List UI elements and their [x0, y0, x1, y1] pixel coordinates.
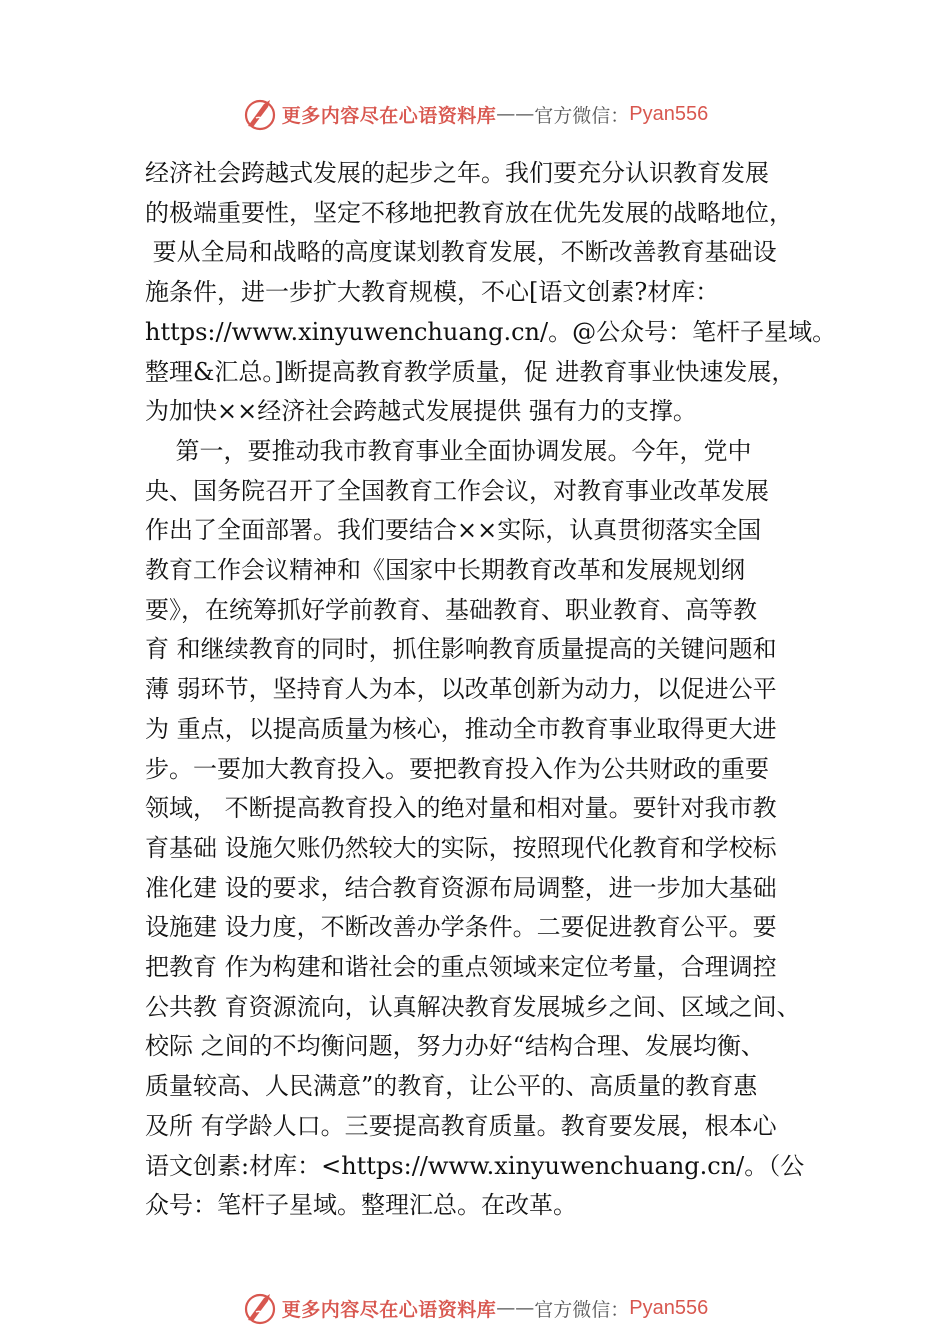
body-line: 领域， 不断提高教育投入的绝对量和相对量。要针对我市教: [145, 794, 777, 823]
body-line: https://www.xinyuwenchuang.cn/。@公众号：笔杆子星域。: [145, 317, 837, 346]
body-line: 设施建 设力度，不断改善办学条件。二要促进教育公平。要: [145, 913, 777, 942]
body-line: 作出了全面部署。我们要结合××实际，认真贯彻落实全国: [145, 516, 762, 545]
body-line: 为加快××经济社会跨越式发展提供 强有力的支撑。: [145, 397, 697, 426]
body-line: 育 和继续教育的同时，抓住影响教育质量提高的关键问题和: [145, 635, 777, 664]
header-brand-text: 更多内容尽在心语资料库: [281, 104, 497, 127]
body-line: 把教育 作为构建和谐社会的重点领域来定位考量，合理调控: [145, 953, 777, 982]
header-wechat-id: Pyan556: [629, 102, 709, 125]
footer-separator: ——: [496, 1297, 535, 1319]
body-line: 校际 之间的不均衡问题，努力办好“结构合理、发展均衡、: [145, 1032, 765, 1061]
body-line: 育基础 设施欠账仍然较大的实际，按照现代化教育和学校标: [145, 833, 777, 862]
body-line: 步。一要加大教育投入。要把教育投入作为公共财政的重要: [145, 754, 769, 783]
body-line: 要从全局和战略的高度谋划教育发展，不断改善教育基础设: [145, 238, 777, 267]
document-body: [145, 154, 845, 1226]
body-line: 公共教 育资源流向，认真解决教育发展城乡之间、区域之间、: [145, 992, 801, 1021]
body-line: 经济社会跨越式发展的起步之年。我们要充分认识教育发展: [145, 159, 769, 187]
body-line: 第一，要推动我市教育事业全面协调发展。今年，党中: [145, 436, 752, 465]
pen-logo-icon: [242, 1290, 278, 1326]
footer-wechat-id: Pyan556: [629, 1296, 709, 1319]
body-line: 施条件，进一步扩大教育规模，不心[语文创素?材库：: [145, 278, 720, 307]
body-line: 教育工作会议精神和《国家中长期教育改革和发展规划纲: [145, 556, 745, 585]
body-line: 央、国务院召开了全国教育工作会议，对教育事业改革发展: [145, 476, 769, 505]
header-separator: ——: [496, 103, 535, 125]
body-line: 众号：笔杆子星域。整理汇总。在改革。: [145, 1191, 577, 1220]
page-header-banner: [0, 94, 950, 134]
body-line: 要》，在统筹抓好学前教育、基础教育、职业教育、高等教: [145, 595, 757, 624]
body-line: 薄 弱环节，坚持育人为本，以改革创新为动力，以促进公平: [145, 675, 777, 704]
body-line: 为 重点，以提高质量为核心，推动全市教育事业取得更大进: [145, 714, 777, 743]
page-footer-banner: [0, 1288, 950, 1328]
footer-wechat-label: 官方微信：: [534, 1298, 630, 1321]
header-wechat-label: 官方微信：: [534, 104, 630, 127]
pen-logo-icon: [242, 96, 278, 132]
body-line: 语文创素:材库：<https://www.xinyuwenchuang.cn/。（公: [145, 1151, 805, 1180]
body-line: 整理&汇总。]断提高教育教学质量，促 进教育事业快速发展，: [145, 357, 796, 386]
body-line: 的极端重要性，坚定不移地把教育放在优先发展的战略地位，: [145, 198, 793, 227]
body-line: 质量较高、人民满意”的教育，让公平的、高质量的教育惠: [145, 1072, 758, 1101]
body-line: 准化建 设的要求，结合教育资源布局调整，进一步加大基础: [145, 873, 777, 902]
body-line: 及所 有学龄人口。三要提高教育质量。教育要发展，根本心: [145, 1111, 777, 1140]
footer-brand-text: 更多内容尽在心语资料库: [281, 1298, 497, 1321]
